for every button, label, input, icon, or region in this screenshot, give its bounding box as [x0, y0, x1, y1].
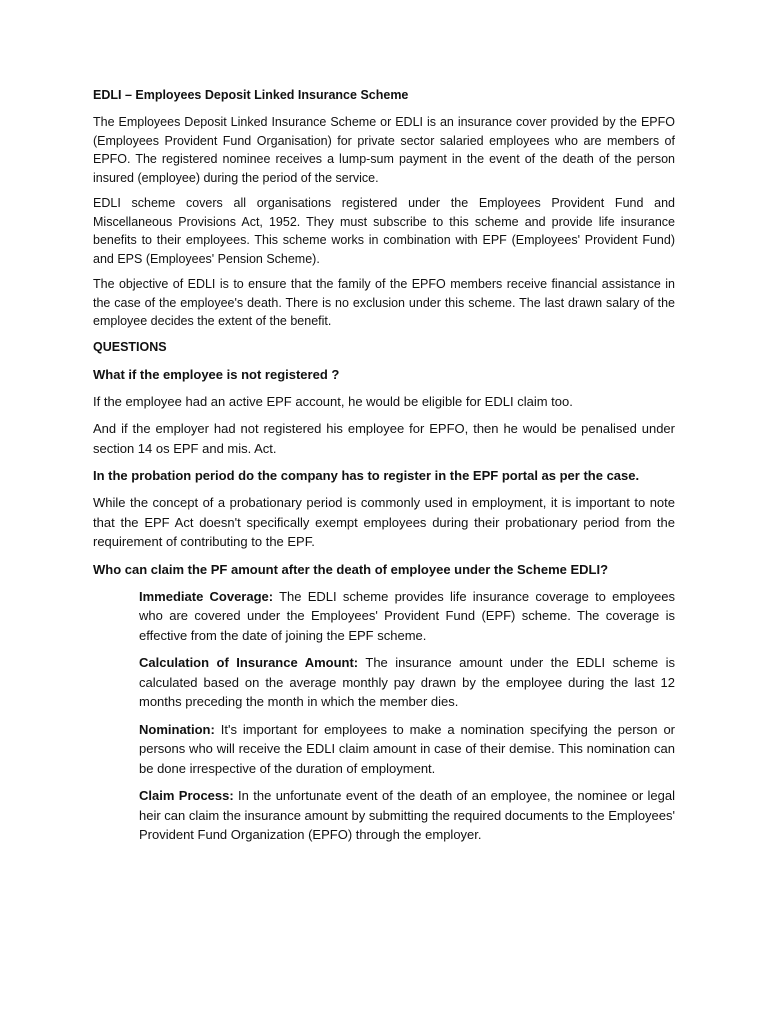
item-lead: Calculation of Insurance Amount:: [139, 655, 359, 670]
item-text: It's important for employees to make a nomination specifying the person or persons who will receive the EDLI claim amount in case of their demise. This nomination can be done irrespective of the duration of employment.: [139, 721, 675, 776]
item-text: The EDLI scheme provides life insurance coverage to employees who are covered under the Employees' Provident Fund (EPF) scheme. The coverage is effective from the date of joining the EPF scheme.: [139, 588, 675, 643]
claim-details-list: [139, 587, 675, 845]
list-item-nomination: [139, 720, 675, 779]
list-item-claim-process: [139, 786, 675, 845]
answer-2: While the concept of a probationary period is commonly used in employment, it is important to note that the EPF Act doesn't specifically exempt employees during their probationary period from the requirement of contributing to the EPF.: [93, 495, 675, 549]
answer-1b: And if the employer had not registered his employee for EPFO, then he would be penalised under section 14 os EPF and mis. Act.: [93, 421, 675, 456]
document-page: [93, 86, 675, 853]
question-1: What if the employee is not registered ?: [93, 366, 340, 382]
item-lead: Nomination:: [139, 721, 215, 737]
intro-paragraph-2: EDLI scheme covers all organisations registered under the Employees Provident Fund and Miscellaneous Provisions Act, 1952. They must subscribe to this scheme and provide life insurance benefits to their employees. This scheme works in combination with EPF (Employees' Provident Fund) and EPS (Employees' Pension Scheme).: [93, 196, 675, 266]
item-lead: Immediate Coverage:: [139, 588, 274, 604]
intro-paragraph-3: The objective of EDLI is to ensure that the family of the EPFO members receive financial assistance in the case of the employee's death. There is no exclusion under this scheme. The last drawn salary of the employee decides the extent of the benefit.: [93, 277, 675, 328]
list-item-calculation: [139, 653, 675, 712]
document-title: EDLI – Employees Deposit Linked Insurance Scheme: [93, 88, 409, 102]
item-text: In the unfortunate event of the death of an employee, the nominee or legal heir can claim the insurance amount by submitting the required documents to the Employees' Provident Fund Organization (EPFO) through the employer.: [139, 788, 675, 842]
intro-paragraph-1: The Employees Deposit Linked Insurance Scheme or EDLI is an insurance cover provided by the EPFO (Employees Provident Fund Organisation) for private sector salaried employees who are members of EPFO. The registered nominee receives a lump-sum payment in the event of the death of the person insured (employee) during the period of the service.: [93, 115, 675, 185]
question-2: In the probation period do the company has to register in the EPF portal as per the case.: [93, 468, 640, 483]
item-lead: Claim Process:: [139, 788, 234, 803]
answer-1a: If the employee had an active EPF account, he would be eligible for EDLI claim too.: [93, 393, 573, 409]
item-text: The insurance amount under the EDLI scheme is calculated based on the average monthly pay drawn by the employee during the last 12 months preceding the month in which the member dies.: [139, 655, 676, 709]
list-item-immediate-coverage: [139, 587, 675, 646]
questions-heading: QUESTIONS: [93, 339, 167, 354]
question-3: Who can claim the PF amount after the death of employee under the Scheme EDLI?: [93, 561, 609, 577]
